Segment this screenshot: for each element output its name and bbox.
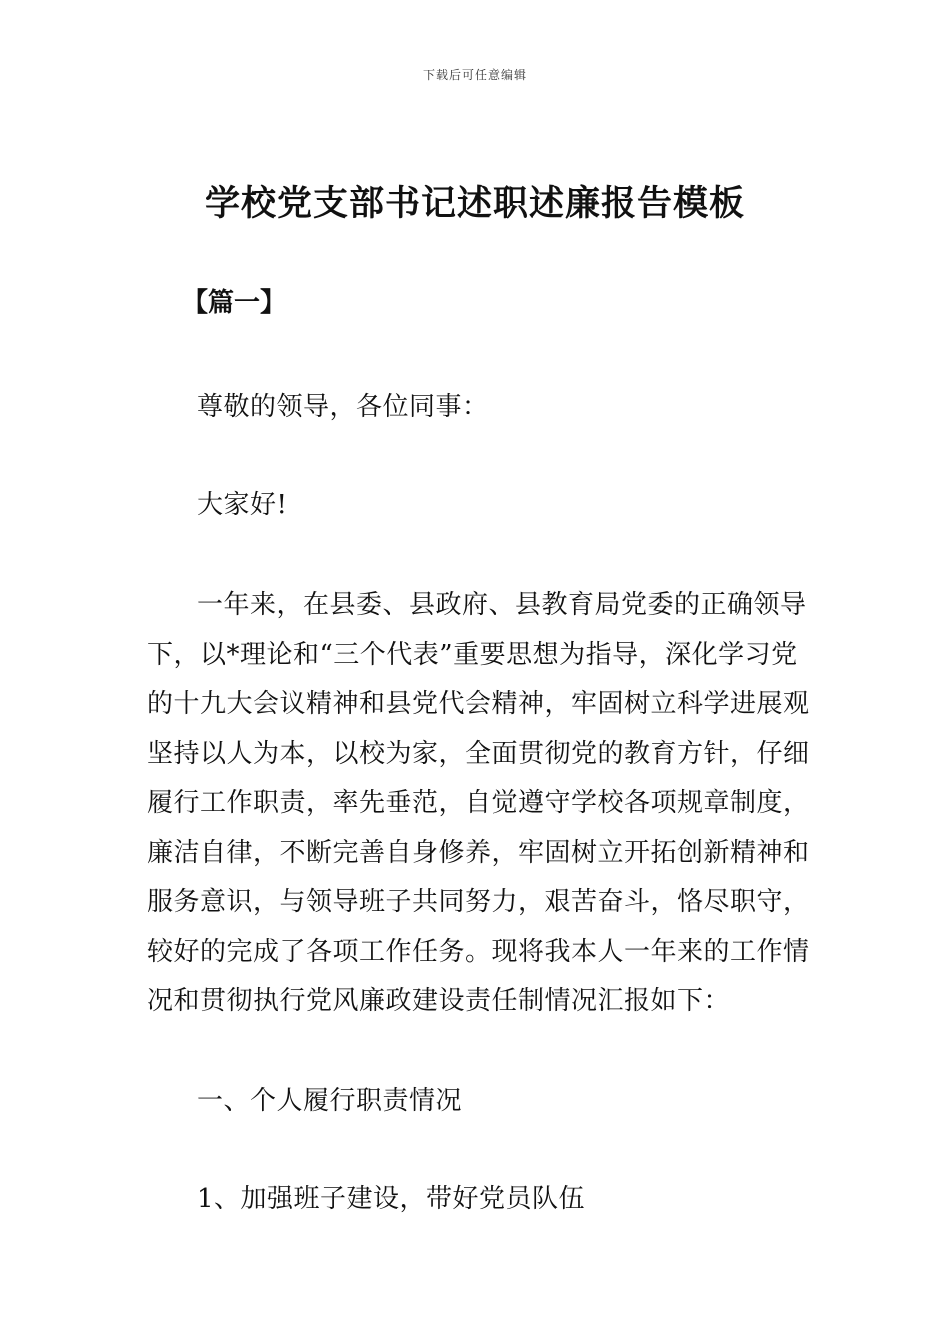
header-note: 下载后可任意编辑 [422,68,527,82]
paragraph-line: 廉洁自律，不断完善自身修养，牢固树立开拓创新精神和 [147,838,810,868]
paragraph-line: 下，以*理论和“三个代表”重要思想为指导，深化学习党 [147,640,798,670]
paragraph-line: 履行工作职责，率先垂范，自觉遵守学校各项规章制度， [147,788,810,818]
subsection-heading: 1、加强班子建设，带好党员队伍 [197,1184,586,1214]
paragraph-line: 服务意识，与领导班子共同努力，艰苦奋斗，恪尽职守， [147,887,810,917]
paragraph-line: 的十九大会议精神和县党代会精神，牢固树立科学进展观 [147,689,810,719]
paragraph-line: 一年来，在县委、县政府、县教育局党委的正确领导 [197,590,807,620]
paragraph-line: 况和贯彻执行党风廉政建设责任制情况汇报如下： [147,986,731,1016]
document-title: 学校党支部书记述职述廉报告模板 [204,184,745,224]
greeting-line: 尊敬的领导，各位同事： [197,392,489,422]
hello-line: 大家好! [197,490,288,520]
paragraph-line: 较好的完成了各项工作任务。现将我本人一年来的工作情 [147,937,810,967]
section-tag: 【篇一】 [182,288,287,318]
section-heading: 一、个人履行职责情况 [197,1086,463,1116]
paragraph-line: 坚持以人为本，以校为家，全面贯彻党的教育方针，仔细 [147,739,810,769]
